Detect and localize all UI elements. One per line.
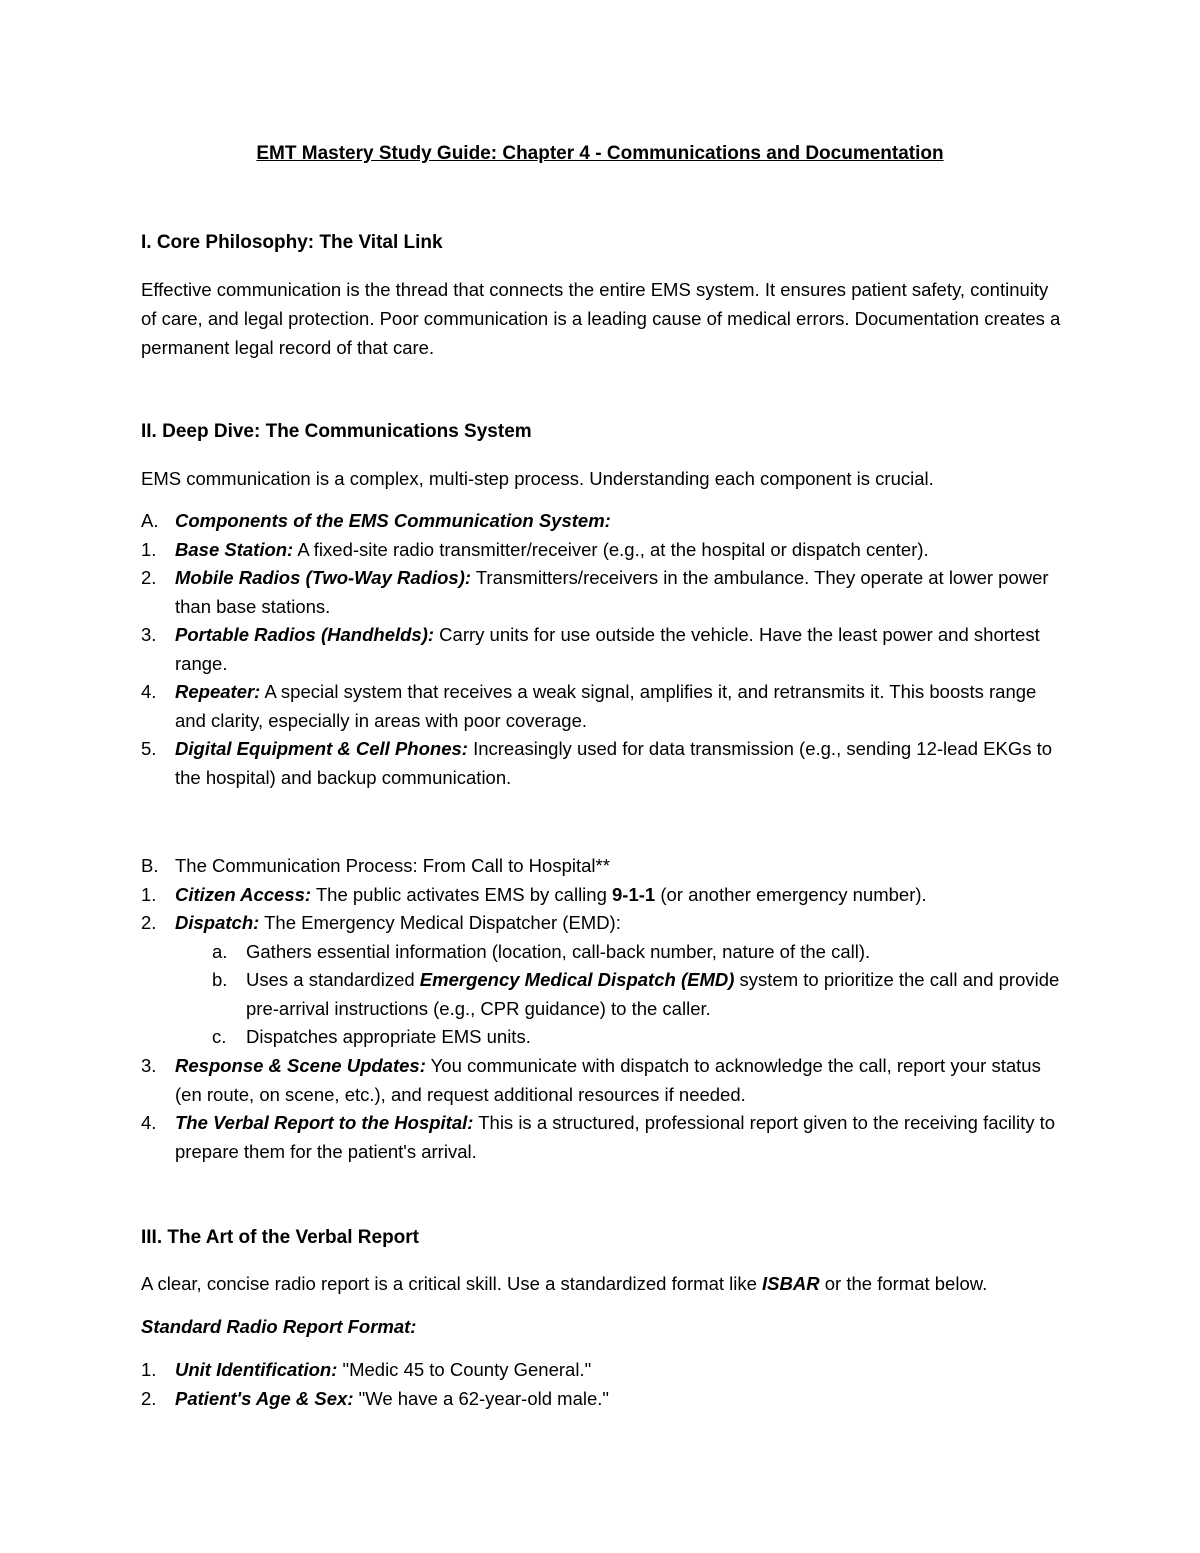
list-item: [141, 909, 1065, 938]
term: The Verbal Report to the Hospital:: [175, 1112, 474, 1133]
term-text: The Emergency Medical Dispatcher (EMD):: [259, 912, 621, 933]
subsection-b-title: The Communication Process: From Call to Hospital**: [175, 855, 610, 876]
list-item: [141, 1385, 1065, 1414]
document-title: EMT Mastery Study Guide: Chapter 4 - Communications and Documentation: [256, 143, 944, 164]
list-marker: 3.: [141, 624, 157, 645]
section-2-heading: II. Deep Dive: The Communications System: [141, 421, 532, 442]
term-text: Dispatches appropriate EMS units.: [246, 1026, 531, 1047]
list-marker: 1.: [141, 884, 157, 905]
list-marker: 4.: [141, 681, 157, 702]
section-3-heading: III. The Art of the Verbal Report: [141, 1227, 419, 1248]
list-item-a: [141, 507, 1065, 536]
term: Response & Scene Updates:: [175, 1055, 426, 1076]
list-marker: c.: [212, 1026, 227, 1047]
term-text: This is a structured, professional report given to the receiving facility to prepare them for the patient's arrival.: [175, 1112, 1056, 1162]
list-marker: 1.: [141, 1359, 157, 1380]
list-marker: 1.: [141, 539, 157, 560]
term: Portable Radios (Handhelds):: [175, 624, 435, 645]
list-marker: 3.: [141, 1055, 157, 1076]
sub-list-item: [212, 938, 1066, 967]
subsection-a-title: Components of the EMS Communication System:: [175, 510, 611, 531]
term-text: You communicate with dispatch to acknowledge the call, report your status (en route, on scene, etc.), and request additional resources if needed.: [175, 1055, 1041, 1105]
list-item: [141, 621, 1065, 678]
list-item-b: [141, 852, 1065, 881]
term-text: "Medic 45 to County General.": [337, 1359, 592, 1380]
term-text: system to prioritize the call and provide pre-arrival instructions (e.g., CPR guidance) to the caller.: [246, 969, 1060, 1019]
term-text: Carry units for use outside the vehicle. Have the least power and shortest range.: [175, 624, 1040, 674]
list-marker: 2.: [141, 567, 157, 588]
term: Base Station:: [175, 539, 294, 560]
list-marker: a.: [212, 941, 228, 962]
term: Emergency Medical Dispatch (EMD): [419, 969, 735, 990]
term-text: Transmitters/receivers in the ambulance. They operate at lower power than base stations.: [175, 567, 1049, 617]
term-text: or the format below.: [819, 1273, 988, 1294]
sub-list-item: [212, 966, 1066, 1023]
list-item: [141, 1109, 1065, 1166]
list-marker: b.: [212, 969, 228, 990]
term: Repeater:: [175, 681, 261, 702]
term-text: Gathers essential information (location, call-back number, nature of the call).: [246, 941, 871, 962]
term-text: A fixed-site radio transmitter/receiver (e.g., at the hospital or dispatch center).: [293, 539, 929, 560]
list-marker: 5.: [141, 738, 157, 759]
list-marker: 4.: [141, 1112, 157, 1133]
term-text: A clear, concise radio report is a critical skill. Use a standardized format like: [141, 1273, 763, 1294]
term-text: (or another emergency number).: [655, 884, 927, 905]
term: Dispatch:: [175, 912, 260, 933]
list-item: [141, 735, 1065, 792]
term: Citizen Access:: [175, 884, 312, 905]
format-title: Standard Radio Report Format:: [141, 1316, 417, 1337]
list-item: [141, 881, 1065, 910]
list-item: [141, 536, 1065, 565]
list-item: [141, 678, 1065, 735]
term: Patient's Age & Sex:: [175, 1388, 354, 1409]
list-item: [141, 564, 1065, 621]
section-3-intro: [141, 1269, 1066, 1298]
term-text: Uses a standardized: [246, 969, 420, 990]
section-2-intro: EMS communication is a complex, multi-step process. Understanding each component is crucial.: [141, 468, 934, 489]
term-text: The public activates EMS by calling: [311, 884, 613, 905]
term: Unit Identification:: [175, 1359, 338, 1380]
emergency-number: 9-1-1: [612, 884, 656, 905]
term-text: "We have a 62-year-old male.": [353, 1388, 609, 1409]
section-1-heading: I. Core Philosophy: The Vital Link: [141, 232, 443, 253]
sub-list-item: [212, 1023, 1066, 1052]
term-text: A special system that receives a weak signal, amplifies it, and retransmits it. This boosts range and clarity, especially in areas with poor coverage.: [175, 681, 1037, 731]
list-item: [141, 1356, 1065, 1385]
term-text: Increasingly used for data transmission (e.g., sending 12-lead EKGs to the hospital) and backup communication.: [175, 738, 1053, 788]
list-marker: 2.: [141, 912, 157, 933]
list-marker: B.: [141, 855, 159, 876]
list-item: [141, 1052, 1065, 1109]
list-marker: A.: [141, 510, 159, 531]
term: ISBAR: [762, 1273, 820, 1294]
term: Digital Equipment & Cell Phones:: [175, 738, 468, 759]
section-1-body: Effective communication is the thread that connects the entire EMS system. It ensures patient safety, continuity of care, and legal protection. Poor communication is a leading cause of medical errors. Documentation creates a permanent legal record of that care.: [141, 279, 1061, 358]
term: Mobile Radios (Two-Way Radios):: [175, 567, 472, 588]
list-marker: 2.: [141, 1388, 157, 1409]
